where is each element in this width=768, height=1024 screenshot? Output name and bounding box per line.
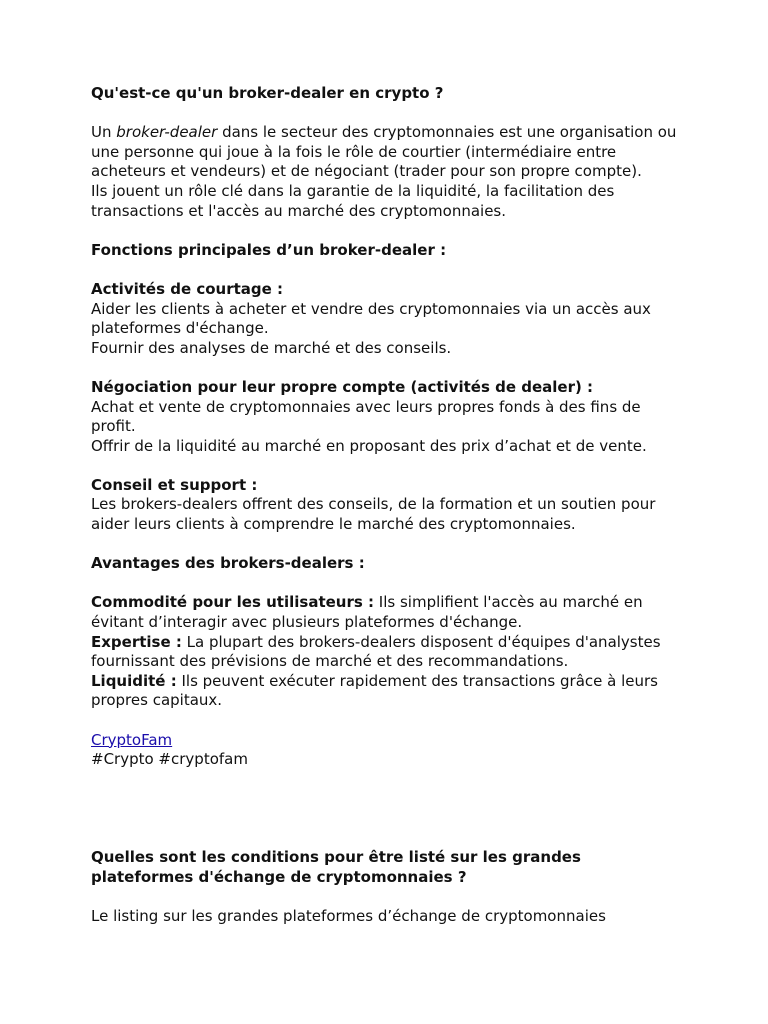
function-2-title-text: Négociation pour leur propre compte (activités de dealer) : <box>91 377 594 396</box>
function-2-line2: Offrir de la liquidité au marché en proposant des prix d’achat et de vente. <box>91 436 647 455</box>
function-1-line1: Aider les clients à acheter et vendre des cryptomonnaies via un accès aux plateformes d'échange. <box>91 299 651 338</box>
advantage-1-text: Ils simplifient l'accès au marché en évitant d’interagir avec plusieurs plateformes d'échange. <box>91 593 643 632</box>
section2-intro: Le listing sur les grandes plateformes d’échange de cryptomonnaies <box>91 906 606 925</box>
advantage-1 <box>91 593 688 632</box>
function-3-line1: Les brokers-dealers offrent des conseils, de la formation et un soutien pour aider leurs clients à comprendre le marché des cryptomonnaies. <box>91 495 656 534</box>
advantage-2-title: Expertise : <box>91 632 182 651</box>
advantage-2 <box>91 633 688 672</box>
link-line <box>91 731 688 751</box>
intro-term: broker-dealer <box>116 123 218 142</box>
functions-title: Fonctions principales d’un broker-dealer : <box>91 240 447 259</box>
advantage-1-title: Commodité pour les utilisateurs : <box>91 593 375 612</box>
function-1-title <box>91 280 688 300</box>
function-1-line2: Fournir des analyses de marché et des conseils. <box>91 338 452 357</box>
cryptofam-link[interactable]: CryptoFam <box>91 730 173 749</box>
section1-title: Qu'est-ce qu'un broker-dealer en crypto ? <box>91 84 444 102</box>
advantage-3-text: Ils peuvent exécuter rapidement des transactions grâce à leurs propres capitaux. <box>91 671 658 710</box>
intro-paragraph <box>91 123 688 182</box>
section2-title: Quelles sont les conditions pour être listé sur les grandes plateformes d'échange de cryptomonnaies ? <box>91 848 581 886</box>
function-3-title <box>91 476 688 496</box>
function-2-line1: Achat et vente de cryptomonnaies avec leurs propres fonds à des fins de profit. <box>91 397 641 436</box>
advantage-3 <box>91 672 688 711</box>
intro-line2: Ils jouent un rôle clé dans la garantie de la liquidité, la facilitation des transactions et l'accès au marché des cryptomonnaies. <box>91 181 615 220</box>
function-1-title-text: Activités de courtage : <box>91 279 284 298</box>
intro-pre: Un <box>91 123 117 142</box>
function-2-title <box>91 378 688 398</box>
advantages-title: Avantages des brokers-dealers : <box>91 554 365 573</box>
advantage-2-text: La plupart des brokers-dealers disposent d'équipes d'analystes fournissant des prévisions de marché et des recommandations. <box>91 632 661 671</box>
hashtags: #Crypto #cryptofam <box>91 750 248 769</box>
advantage-3-title: Liquidité : <box>91 671 177 690</box>
function-3-title-text: Conseil et support : <box>91 475 258 494</box>
intro-post: dans le secteur des cryptomonnaies est une organisation ou une personne qui joue à la fois le rôle de courtier (intermédiaire entre acheteurs et vendeurs) et de négociant (trader pour son propre compte). <box>91 123 677 181</box>
